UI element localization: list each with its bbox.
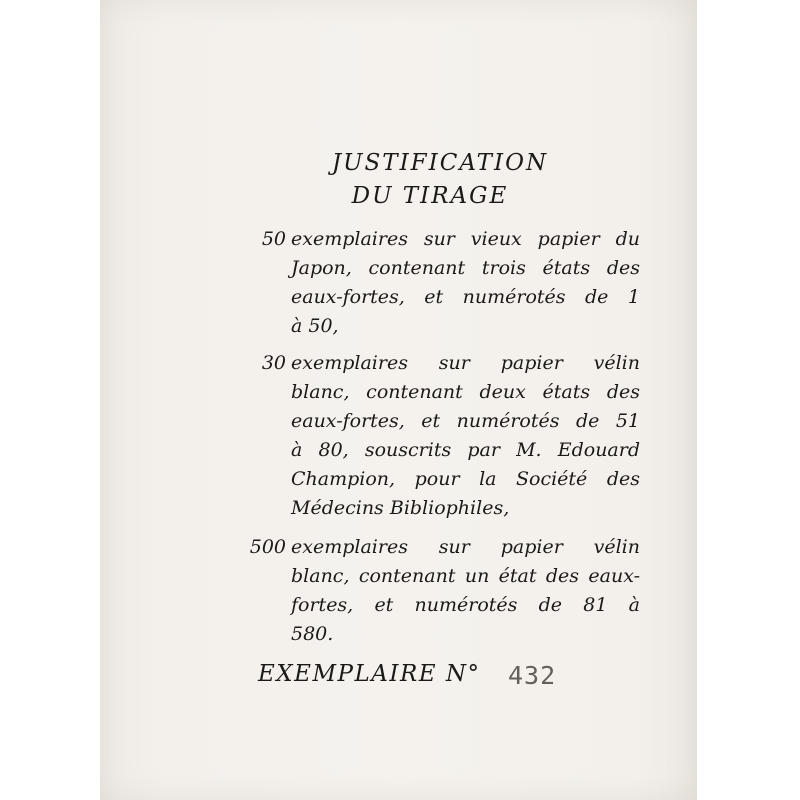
entry-3-line-2: blanc, contenant un état des eaux- bbox=[291, 565, 640, 587]
entry-2-line-6: Médecins Bibliophiles, bbox=[291, 497, 510, 519]
title-line-1: JUSTIFICATION bbox=[331, 150, 549, 176]
entry-2-line-4: à 80, souscrits par M. Edouard bbox=[291, 439, 640, 461]
entry-3-line-4: 580. bbox=[291, 623, 334, 645]
entry-2-line-5: Champion, pour la Société des bbox=[291, 468, 640, 490]
entry-3-number: 500 bbox=[249, 536, 286, 558]
entry-1-number: 50 bbox=[261, 228, 286, 250]
entry-2-number: 30 bbox=[261, 352, 286, 374]
entry-1-line-2: Japon, contenant trois états des bbox=[291, 257, 640, 279]
stamped-copy-number: 432 bbox=[508, 661, 557, 690]
entry-2-line-3: eaux-fortes, et numérotés de 51 bbox=[291, 410, 640, 432]
entry-3-line-1: exemplaires sur papier vélin bbox=[291, 536, 640, 558]
title-line-2: DU TIRAGE bbox=[351, 183, 509, 209]
entry-1-line-3: eaux-fortes, et numérotés de 1 bbox=[291, 286, 640, 308]
entry-2-line-2: blanc, contenant deux états des bbox=[291, 381, 640, 403]
exemplaire-label: EXEMPLAIRE N° bbox=[258, 661, 481, 687]
entry-1-line-1: exemplaires sur vieux papier du bbox=[291, 228, 640, 250]
entry-1-line-4: à 50, bbox=[291, 315, 339, 337]
entry-3-line-3: fortes, et numérotés de 81 à bbox=[291, 594, 640, 616]
entry-2-line-1: exemplaires sur papier vélin bbox=[291, 352, 640, 374]
